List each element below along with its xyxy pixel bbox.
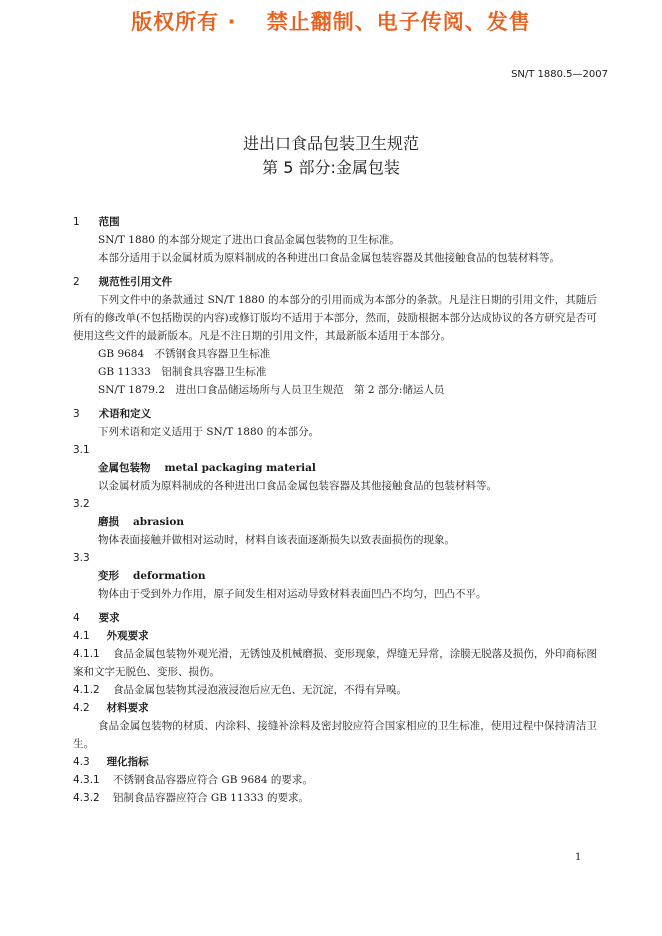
term-zh: 金属包装物 xyxy=(98,462,151,474)
section-title: 规范性引用文件 xyxy=(98,276,173,288)
subsection-title: 外观要求 xyxy=(106,630,149,642)
paragraph: SN/T 1880 的本部分规定了进出口食品金属包装物的卫生标准。 xyxy=(98,234,400,246)
term-zh: 变形 xyxy=(98,570,119,582)
paragraph: 下列文件中的条款通过 SN/T 1880 的本部分的引用而成为本部分的条款。凡是注日期的引用文件，其随后所有的修改单(不包括勘误的内容)或修订版均不适用于本部分，然而，鼓励根据本部分达成协议的各方研究是否可使用这些文件的最新版本。凡是不注日期的引用文件，其最新版本适用于本部分。 xyxy=(73,294,597,342)
section-title: 术语和定义 xyxy=(98,408,152,420)
reference-item: SN/T 1879.2 进出口食品储运场所与人员卫生规范 第 2 部分:储运人员 xyxy=(98,384,445,396)
section-number: 3 xyxy=(73,408,80,420)
document-title: 进出口食品包装卫生规范 xyxy=(242,134,419,153)
subsection-title: 理化指标 xyxy=(106,756,149,768)
subsection-number: 4.1 xyxy=(73,630,90,642)
subsection-heading xyxy=(73,699,597,717)
term-name xyxy=(73,513,597,531)
term-definition: 物体由于受到外力作用，原子间发生相对运动导致材料表面凹凸不均匀，凹凸不平。 xyxy=(98,588,487,600)
subsection-heading xyxy=(73,627,597,645)
subsection-number: 4.2 xyxy=(73,702,90,714)
paragraph: 下列术语和定义适用于 SN/T 1880 的本部分。 xyxy=(98,426,320,438)
term-name xyxy=(73,459,597,477)
clause-number: 4.1.1 xyxy=(73,648,100,660)
clause-text: 不锈钢食品容器应符合 GB 9684 的要求。 xyxy=(113,774,313,786)
reference-item: GB 11333 铝制食具容器卫生标准 xyxy=(98,366,267,378)
clause xyxy=(73,645,597,681)
clause-text: 食品金属包装物外观光滑，无锈蚀及机械磨损、变形现象，焊缝无异常，涂膜无脱落及损伤，外印商标图案和文字无脱色、变形、损伤。 xyxy=(73,648,597,678)
reference-item: GB 9684 不锈钢食具容器卫生标准 xyxy=(98,348,271,360)
standard-code: SN/T 1880.5—2007 xyxy=(511,69,608,80)
term-zh: 磨损 xyxy=(98,516,119,528)
section-heading-scope xyxy=(73,213,597,231)
term-name xyxy=(73,567,597,585)
section-heading-terms xyxy=(73,405,597,423)
clause-text: 食品金属包装物其浸泡液浸泡后应无色、无沉淀，不得有异嗅。 xyxy=(113,684,407,696)
paragraph: 本部分适用于以金属材质为原料制成的各种进出口食品金属包装容器及其他接触食品的包装材料等。 xyxy=(98,252,560,264)
document-body xyxy=(73,207,597,807)
page-number: 1 xyxy=(575,852,582,863)
paragraph: 食品金属包装物的材质、内涂料、接缝补涂料及密封胶应符合国家相应的卫生标准，使用过程中保持清洁卫生。 xyxy=(73,720,597,750)
subsection-title: 材料要求 xyxy=(106,702,149,714)
subsection-heading xyxy=(73,753,597,771)
section-number: 1 xyxy=(73,216,80,228)
term-number: 3.3 xyxy=(73,552,90,564)
clause xyxy=(73,681,597,699)
term-number: 3.2 xyxy=(73,498,90,510)
subsection-number: 4.3 xyxy=(73,756,90,768)
section-title: 范围 xyxy=(98,216,120,228)
section-title: 要求 xyxy=(98,612,120,624)
section-number: 2 xyxy=(73,276,80,288)
document-subtitle: 第 5 部分:金属包装 xyxy=(262,158,400,177)
section-heading-references xyxy=(73,273,597,291)
term-en: abrasion xyxy=(133,516,185,528)
term-en: deformation xyxy=(133,570,206,582)
term-number: 3.1 xyxy=(73,444,90,456)
clause xyxy=(73,771,597,789)
clause-text: 铝制食品容器应符合 GB 11333 的要求。 xyxy=(113,792,310,804)
clause-number: 4.3.2 xyxy=(73,792,100,804)
section-heading-requirements xyxy=(73,609,597,627)
section-number: 4 xyxy=(73,612,80,624)
copyright-banner: 版权所有 · 禁止翻制、电子传阅、发售 xyxy=(131,10,531,34)
term-definition: 以金属材质为原料制成的各种进出口食品金属包装容器及其他接触食品的包装材料等。 xyxy=(98,480,497,492)
clause-number: 4.3.1 xyxy=(73,774,100,786)
term-en: metal packaging material xyxy=(164,462,316,474)
clause-number: 4.1.2 xyxy=(73,684,100,696)
term-definition: 物体表面接触并做相对运动时，材料自该表面逐渐损失以致表面损伤的现象。 xyxy=(98,534,455,546)
clause xyxy=(73,789,597,807)
